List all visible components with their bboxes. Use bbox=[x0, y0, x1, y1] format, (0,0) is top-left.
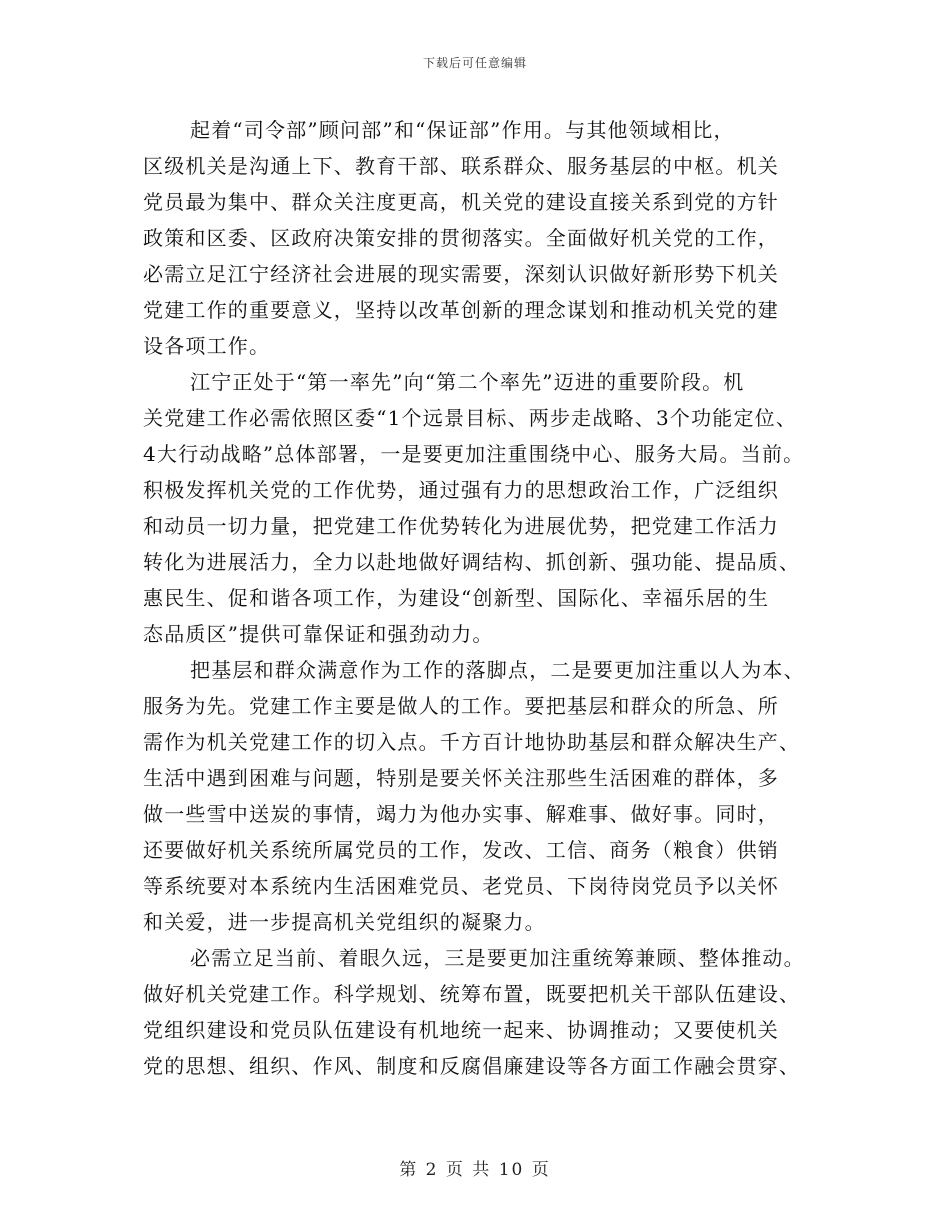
paragraph-line: 做一些雪中送炭的事情，竭力为他办实事、解难事、做好事。同时， bbox=[143, 802, 779, 826]
paragraph-line: 4大行动战略”总体部署，一是要更加注重围绕中心、服务大局。当前。 bbox=[143, 442, 805, 466]
paragraph-line: 区级机关是沟通上下、教育干部、联系群众、服务基层的中枢。机关 bbox=[143, 154, 779, 178]
paragraph-line: 党组织建设和党员队伍建设有机地统一起来、协调推动；又要使机关 bbox=[143, 1018, 779, 1042]
paragraph-line: 党员最为集中、群众关注度更高，机关党的建设直接关系到党的方针 bbox=[143, 190, 779, 214]
paragraph-line: 生活中遇到困难与问题，特别是要关怀关注那些生活困难的群体，多 bbox=[143, 766, 779, 790]
paragraph-line: 转化为进展活力，全力以赴地做好调结构、抓创新、强功能、提品质、 bbox=[143, 550, 801, 574]
paragraph-line: 必需立足当前、着眼久远，三是要更加注重统筹兼顾、整体推动。 bbox=[190, 946, 805, 970]
paragraph-line: 积极发挥机关党的工作优势，通过强有力的思想政治工作，广泛组织 bbox=[143, 478, 779, 502]
paragraph-line: 还要做好机关系统所属党员的工作，发改、工信、商务（粮食）供销 bbox=[143, 838, 779, 862]
paragraph-line: 关党建工作必需依照区委“1个远景目标、两步走战略、3个功能定位、 bbox=[143, 406, 798, 430]
paragraph-line: 必需立足江宁经济社会进展的现实需要，深刻认识做好新形势下机关 bbox=[143, 262, 779, 286]
paragraph-line: 态品质区”提供可靠保证和强劲动力。 bbox=[143, 622, 494, 646]
paragraph-line: 等系统要对本系统内生活困难党员、老党员、下岗待岗党员予以关怀 bbox=[143, 874, 779, 898]
paragraph-line: 党建工作的重要意义，坚持以改革创新的理念谋划和推动机关党的建 bbox=[143, 298, 779, 322]
paragraph-line: 政策和区委、区政府决策安排的贯彻落实。全面做好机关党的工作， bbox=[143, 226, 779, 250]
paragraph-line: 和动员一切力量，把党建工作优势转化为进展优势，把党建工作活力 bbox=[143, 514, 779, 538]
document-body bbox=[143, 112, 813, 1084]
paragraph-line: 把基层和群众满意作为工作的落脚点，二是要更加注重以人为本、 bbox=[190, 658, 805, 682]
paragraph-line: 设各项工作。 bbox=[143, 334, 271, 358]
paragraph-line: 和关爱，进一步提高机关党组织的凝聚力。 bbox=[143, 910, 546, 934]
paragraph-line: 需作为机关党建工作的切入点。千方百计地协助基层和群众解决生产、 bbox=[143, 730, 801, 754]
paragraph-line: 党的思想、组织、作风、制度和反腐倡廉建设等各方面工作融会贯穿、 bbox=[143, 1054, 801, 1078]
page-header: 下载后可任意编辑 bbox=[422, 56, 527, 70]
paragraph-line: 服务为先。党建工作主要是做人的工作。要把基层和群众的所急、所 bbox=[143, 694, 779, 718]
paragraph-line: 江宁正处于“第一率先”向“第二个率先”迈进的重要阶段。机 bbox=[190, 370, 745, 394]
paragraph-line: 惠民生、促和谐各项工作，为建设“创新型、国际化、幸福乐居的生 bbox=[143, 586, 770, 610]
paragraph-line: 做好机关党建工作。科学规划、统筹布置，既要把机关干部队伍建设、 bbox=[143, 982, 801, 1006]
page-footer: 第 2 页 共 10 页 bbox=[399, 1160, 551, 1180]
paragraph-line: 起着“司令部”顾问部”和“保证部”作用。与其他领域相比， bbox=[190, 118, 735, 142]
